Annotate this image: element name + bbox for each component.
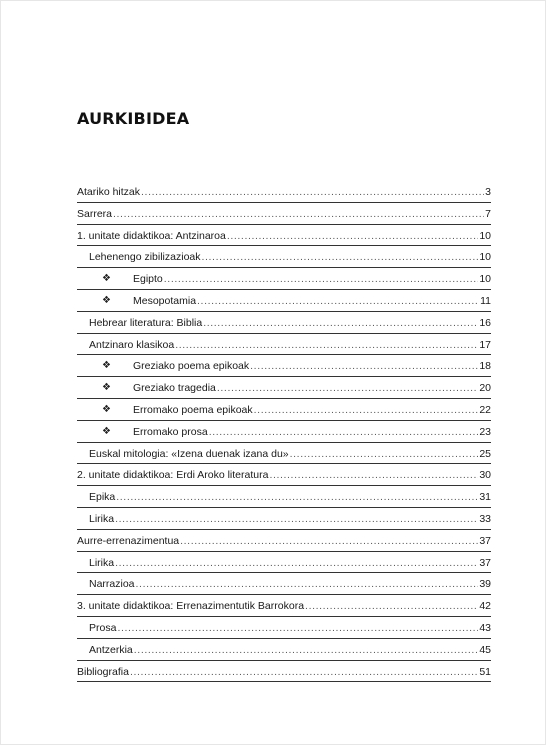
dot-leader: [141, 182, 484, 203]
toc-entry[interactable]: [77, 421, 491, 443]
toc-entry-line: [77, 596, 491, 617]
toc-entry[interactable]: [77, 443, 491, 465]
dot-leader: [115, 509, 478, 530]
dot-leader: [290, 444, 479, 465]
toc-entry-line: [77, 662, 491, 683]
toc-entry-page-number: 11: [480, 294, 491, 307]
toc-entry-label: Egipto: [133, 273, 163, 286]
toc-entry-label: Antzerkia: [89, 643, 133, 656]
toc-entry[interactable]: [77, 268, 491, 290]
toc-entry-page-number: 25: [479, 447, 491, 460]
toc-entry-page-number: 30: [479, 469, 491, 482]
dot-leader: [202, 247, 479, 268]
toc-entry-label: 2. unitate didaktikoa: Erdi Aroko literatura: [77, 469, 269, 482]
toc-entry-line: [89, 574, 491, 595]
toc-entry-page-number: 31: [479, 491, 491, 504]
toc-entry[interactable]: [77, 399, 491, 421]
toc-entry-page-number: 33: [479, 512, 491, 525]
dot-leader: [175, 335, 478, 356]
toc-entry-label: Erromako poema epikoak: [133, 403, 253, 416]
dot-leader: [269, 465, 478, 486]
toc-entry[interactable]: [77, 203, 491, 225]
toc-entry-label: Bibliografia: [77, 665, 129, 678]
toc-entry-label: Epika: [89, 491, 116, 504]
dot-leader: [164, 269, 479, 290]
toc-entry-label: Atariko hitzak: [77, 186, 141, 198]
toc-entry-line: [89, 509, 491, 530]
toc-entry-line: [133, 291, 491, 312]
toc-entry-label: Lirika: [89, 556, 115, 569]
toc-entry-page-number: 16: [479, 316, 491, 329]
toc-entry[interactable]: [77, 464, 491, 486]
dot-leader: [116, 487, 478, 508]
toc-entry[interactable]: [77, 661, 491, 683]
toc-entry-page-number: 37: [479, 556, 491, 569]
toc-entry-page-number: 37: [479, 534, 491, 547]
toc-entry-line: [77, 465, 491, 486]
diamond-bullet-icon: ❖: [102, 403, 111, 415]
toc-entry-line: [77, 226, 491, 247]
toc-entry[interactable]: [77, 290, 491, 312]
toc-entry-label: Aurre-errenazimentua: [77, 534, 180, 547]
toc-entry-line: [77, 182, 491, 203]
toc-entry-label: Lehenengo zibilizazioak: [89, 251, 201, 264]
toc-entry-line: [89, 618, 491, 639]
toc-entry[interactable]: [77, 377, 491, 399]
toc-entry-line: [133, 269, 491, 290]
toc-entry-line: [89, 553, 491, 574]
toc-entry-page-number: 20: [479, 382, 491, 395]
toc-entry[interactable]: [77, 530, 491, 552]
toc-entry-line: [133, 378, 491, 399]
diamond-bullet-icon: ❖: [102, 382, 111, 394]
toc-entry[interactable]: [77, 573, 491, 595]
toc-entry-label: Erromako prosa: [133, 425, 208, 438]
toc-entry[interactable]: [77, 181, 491, 203]
toc-entry-page-number: 3: [485, 186, 491, 198]
toc-entry-label: Hebrear literatura: Biblia: [89, 316, 203, 329]
dot-leader: [197, 291, 479, 312]
toc-entry-page-number: 22: [479, 403, 491, 416]
toc-entry-label: Greziako tragedia: [133, 382, 216, 395]
dot-leader: [305, 596, 478, 617]
dot-leader: [254, 400, 479, 421]
toc-entry-page-number: 18: [479, 360, 491, 373]
toc-entry-page-number: 43: [479, 621, 491, 634]
dot-leader: [130, 662, 478, 683]
toc-entry-label: Sarrera: [77, 207, 113, 220]
diamond-bullet-icon: ❖: [102, 425, 111, 437]
toc-entry-label: Mesopotamia: [133, 294, 197, 307]
dot-leader: [180, 531, 478, 552]
toc-entry-line: [89, 444, 491, 465]
toc-entry[interactable]: [77, 486, 491, 508]
toc-entry-label: 3. unitate didaktikoa: Errenazimentutik Barrokora: [77, 600, 305, 613]
toc-entry-page-number: 7: [485, 207, 491, 220]
toc-entry[interactable]: [77, 595, 491, 617]
toc-entry-page-number: 10: [479, 251, 491, 264]
dot-leader: [209, 422, 479, 443]
toc-entry-page-number: 10: [479, 229, 491, 242]
toc-entry-page-number: 51: [479, 665, 491, 678]
toc-entry[interactable]: [77, 639, 491, 661]
toc-entry-label: Antzinaro klasikoa: [89, 338, 175, 351]
toc-entry[interactable]: [77, 552, 491, 574]
dot-leader: [115, 553, 478, 574]
toc-entry[interactable]: [77, 334, 491, 356]
toc-entry-page-number: 23: [479, 425, 491, 438]
toc-entry[interactable]: [77, 617, 491, 639]
dot-leader: [250, 356, 478, 377]
toc-entry-label: Lirika: [89, 512, 115, 525]
toc-entry[interactable]: [77, 355, 491, 377]
toc-entry[interactable]: [77, 246, 491, 268]
toc-entry-line: [89, 313, 491, 334]
toc-entry-line: [133, 422, 491, 443]
toc-entry-line: [89, 487, 491, 508]
toc-entry[interactable]: [77, 225, 491, 247]
toc-entry-page-number: 10: [479, 273, 491, 286]
toc-entry-page-number: 17: [479, 338, 491, 351]
toc-entry-page-number: 39: [479, 578, 491, 591]
toc-entry-label: Prosa: [89, 621, 117, 634]
dot-leader: [136, 574, 479, 595]
toc-entry-label: Euskal mitologia: «Izena duenak izana du»: [89, 447, 289, 460]
toc-entry[interactable]: [77, 508, 491, 530]
toc-entry-page-number: 45: [479, 643, 491, 656]
toc-entry-line: [77, 204, 491, 225]
toc-entry-line: [89, 640, 491, 661]
table-of-contents: [77, 181, 491, 682]
diamond-bullet-icon: ❖: [102, 294, 111, 306]
toc-entry-label: Greziako poema epikoak: [133, 360, 250, 373]
dot-leader: [117, 618, 478, 639]
dot-leader: [113, 204, 484, 225]
toc-entry-line: [89, 335, 491, 356]
dot-leader: [217, 378, 478, 399]
toc-entry-label: 1. unitate didaktikoa: Antzinaroa: [77, 229, 226, 242]
diamond-bullet-icon: ❖: [102, 273, 111, 285]
toc-entry-line: [77, 531, 491, 552]
dot-leader: [134, 640, 479, 661]
toc-entry[interactable]: [77, 312, 491, 334]
dot-leader: [203, 313, 478, 334]
toc-entry-label: Narrazioa: [89, 578, 135, 591]
toc-entry-line: [133, 356, 491, 377]
page-title: AURKIBIDEA: [77, 109, 190, 128]
toc-entry-page-number: 42: [479, 600, 491, 613]
diamond-bullet-icon: ❖: [102, 360, 111, 372]
toc-entry-line: [133, 400, 491, 421]
toc-entry-line: [89, 247, 491, 268]
dot-leader: [227, 226, 478, 247]
